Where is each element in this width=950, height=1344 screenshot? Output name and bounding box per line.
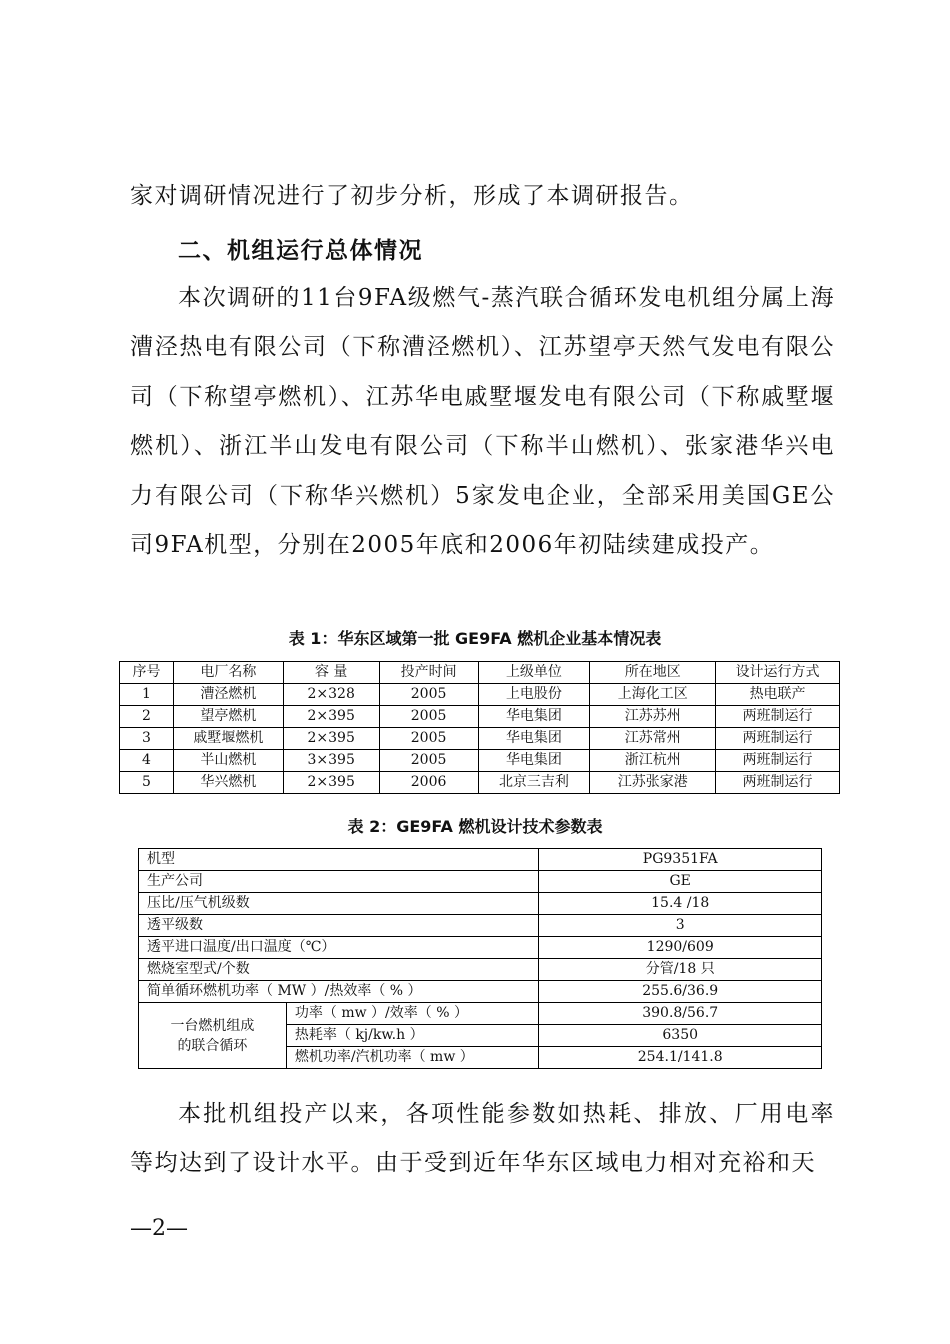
table1-header: 电厂名称: [173, 662, 283, 684]
param-value: 分管/18 只: [539, 959, 822, 981]
param-label: 功率（ mw ）/效率（ % ）: [286, 1003, 539, 1025]
table-cell: 2×328: [283, 684, 379, 706]
table-cell: 2: [120, 706, 174, 728]
param-label: 生产公司: [139, 871, 539, 893]
table-row: [139, 915, 822, 937]
table-row: [120, 706, 840, 728]
table1-header: 序号: [120, 662, 174, 684]
table-cell: 江苏张家港: [590, 772, 716, 794]
table-row: [139, 893, 822, 915]
table-cell: 4: [120, 750, 174, 772]
param-label: 简单循环燃机功率（ MW ）/热效率（ % ）: [139, 981, 539, 1003]
table-cell: 5: [120, 772, 174, 794]
table-cell: 上海化工区: [590, 684, 716, 706]
table-cell: 2×395: [283, 728, 379, 750]
paragraph-1: 本次调研的11台9FA级燃气-蒸汽联合循环发电机组分属上海漕泾热电有限公司（下称漕泾燃机）、江苏望亭天然气发电有限公司（下称望亭燃机）、江苏华电戚墅堰发电有限公司（下称戚墅堰燃机）、浙江半山发电有限公司（下称半山燃机）、张家港华兴电力有限公司（下称华兴燃机）5家发电企业，全部采用美国GE公司9FA机型，分别在2005年底和2006年初陆续建成投产。: [130, 285, 835, 559]
table-cell: 半山燃机: [173, 750, 283, 772]
table-cell: 2005: [379, 706, 478, 728]
param-label: 热耗率（ kj/kw.h ）: [286, 1025, 539, 1047]
combined-cycle-label-text: 一台燃机组成的联合循环: [170, 1017, 255, 1054]
table-row: [139, 959, 822, 981]
param-value: 390.8/56.7: [539, 1003, 822, 1025]
page-number: —2—: [130, 1216, 188, 1241]
table-cell: 两班制运行: [716, 728, 840, 750]
param-value: 6350: [539, 1025, 822, 1047]
table-cell: 上电股份: [478, 684, 590, 706]
table-cell: 华电集团: [478, 706, 590, 728]
param-value: 1290/609: [539, 937, 822, 959]
table-cell: 两班制运行: [716, 750, 840, 772]
table-cell: 华电集团: [478, 750, 590, 772]
table1-header: 投产时间: [379, 662, 478, 684]
param-value: 15.4 /18: [539, 893, 822, 915]
table-cell: 2005: [379, 728, 478, 750]
table-row: [139, 937, 822, 959]
param-label: 透平进口温度/出口温度（℃）: [139, 937, 539, 959]
table-cell: 2005: [379, 750, 478, 772]
table-row: [139, 849, 822, 871]
table-cell: 3: [120, 728, 174, 750]
table-row: [120, 772, 840, 794]
section-heading: 二、机组运行总体情况: [178, 238, 423, 264]
table-row: [139, 981, 822, 1003]
param-label: 透平级数: [139, 915, 539, 937]
table-cell: 两班制运行: [716, 772, 840, 794]
combined-cycle-label: [139, 1003, 287, 1069]
paragraph-2: 本批机组投产以来，各项性能参数如热耗、排放、厂用电率等均达到了设计水平。由于受到近年华东区域电力相对充裕和天: [130, 1101, 835, 1177]
table-row: [120, 728, 840, 750]
table-cell: 江苏苏州: [590, 706, 716, 728]
param-label: 压比/压气机级数: [139, 893, 539, 915]
table1-header: 上级单位: [478, 662, 590, 684]
table-cell: 两班制运行: [716, 706, 840, 728]
table1-header: 所在地区: [590, 662, 716, 684]
table-cell: 江苏常州: [590, 728, 716, 750]
table1-header: 容 量: [283, 662, 379, 684]
table-row: [139, 1003, 822, 1025]
param-value: 3: [539, 915, 822, 937]
table-cell: 北京三吉利: [478, 772, 590, 794]
table-cell: 2×395: [283, 706, 379, 728]
table1-plants: [119, 661, 840, 794]
param-value: GE: [539, 871, 822, 893]
param-value: 254.1/141.8: [539, 1047, 822, 1069]
param-label: 燃烧室型式/个数: [139, 959, 539, 981]
table-cell: 望亭燃机: [173, 706, 283, 728]
table2-parameters: [138, 848, 822, 1069]
table-cell: 2×395: [283, 772, 379, 794]
table1-caption: 表 1：华东区域第一批 GE9FA 燃机企业基本情况表: [288, 629, 662, 648]
table-cell: 2006: [379, 772, 478, 794]
table1-header-row: [120, 662, 840, 684]
intro-text: 家对调研情况进行了初步分析，形成了本调研报告。: [130, 183, 694, 209]
table-cell: 漕泾燃机: [173, 684, 283, 706]
table-cell: 2005: [379, 684, 478, 706]
table-cell: 戚墅堰燃机: [173, 728, 283, 750]
table1-header: 设计运行方式: [716, 662, 840, 684]
table-row: [120, 684, 840, 706]
table-cell: 华兴燃机: [173, 772, 283, 794]
table-row: [139, 871, 822, 893]
table-cell: 3×395: [283, 750, 379, 772]
param-value: PG9351FA: [539, 849, 822, 871]
param-value: 255.6/36.9: [539, 981, 822, 1003]
table2-caption: 表 2：GE9FA 燃机设计技术参数表: [347, 817, 603, 836]
table-cell: 1: [120, 684, 174, 706]
param-label: 燃机功率/汽机功率（ mw ）: [286, 1047, 539, 1069]
param-label: 机型: [139, 849, 539, 871]
table-cell: 热电联产: [716, 684, 840, 706]
table-row: [120, 750, 840, 772]
table-cell: 浙江杭州: [590, 750, 716, 772]
table-cell: 华电集团: [478, 728, 590, 750]
